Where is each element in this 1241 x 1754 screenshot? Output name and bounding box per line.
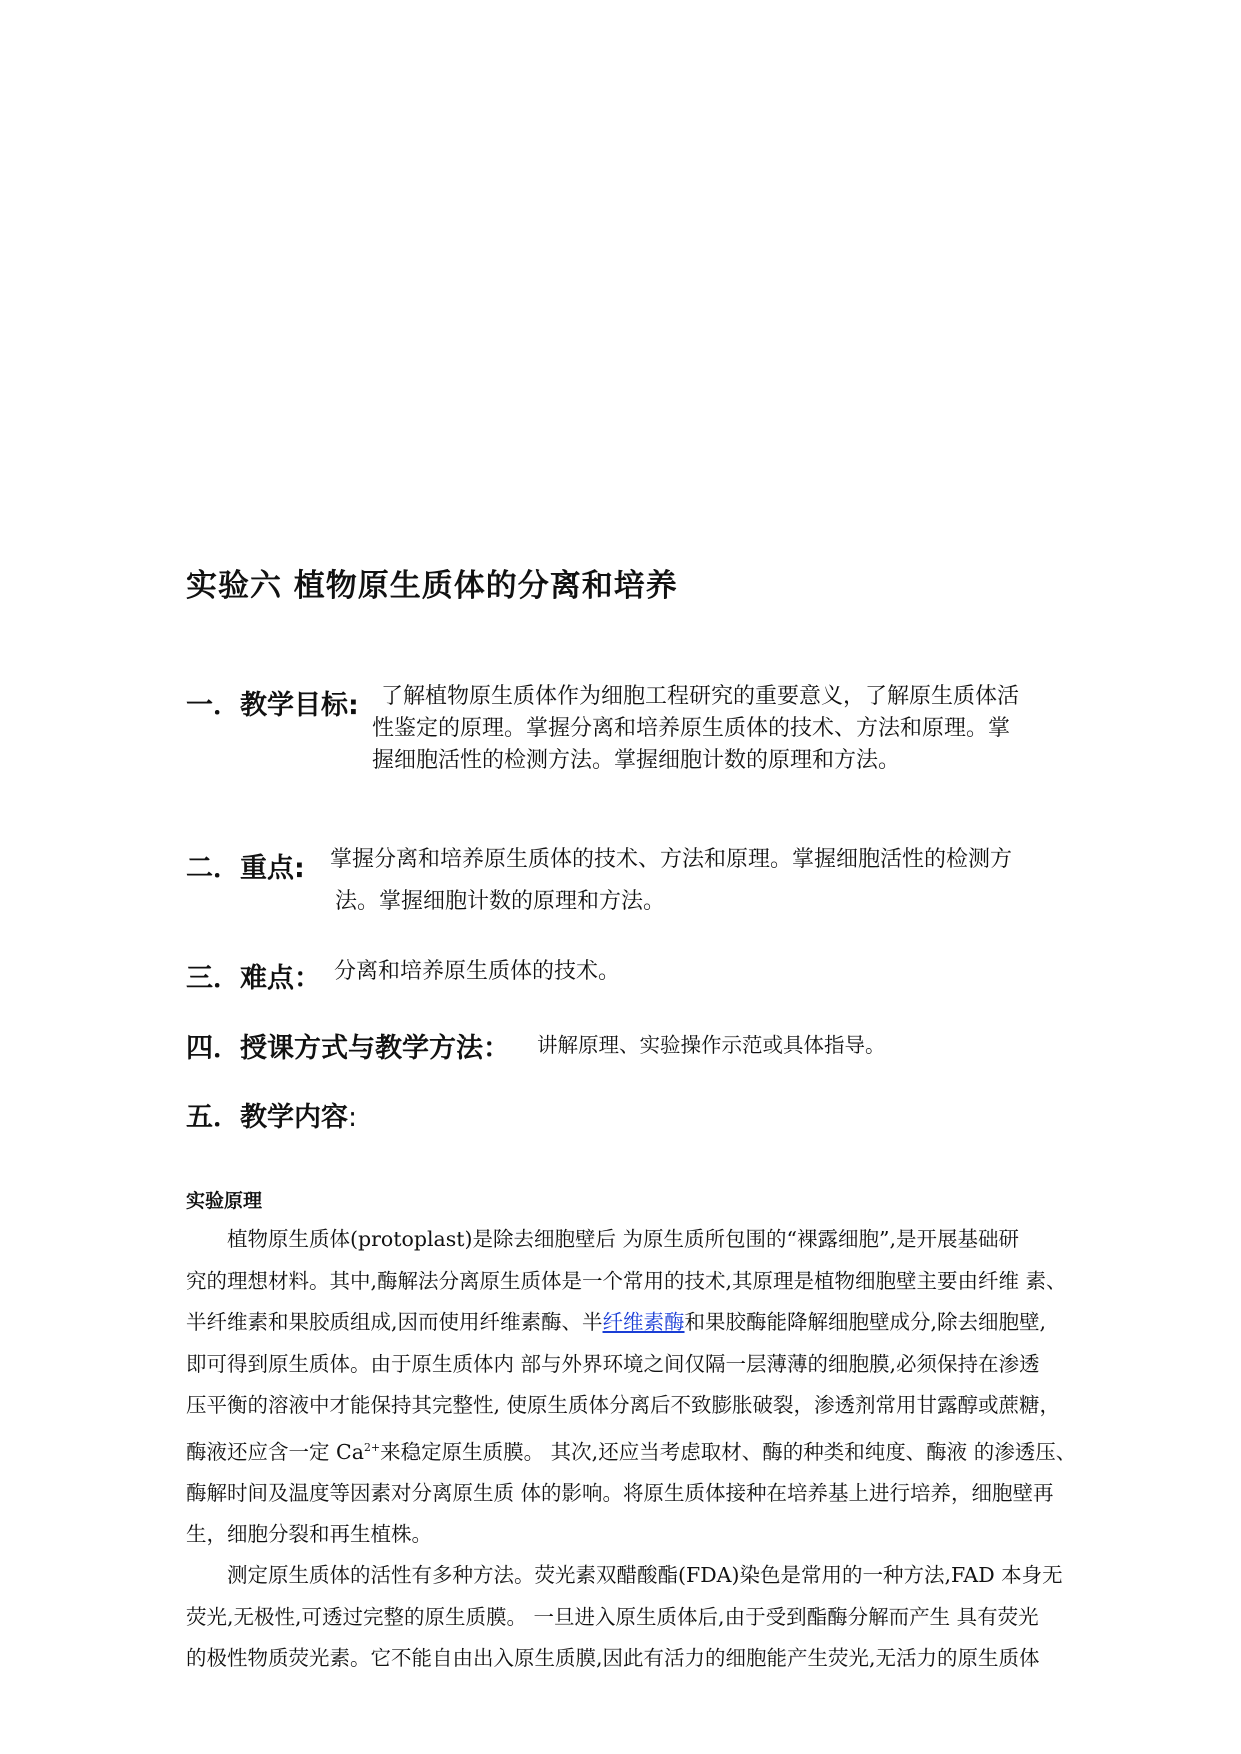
section-1-line-3: 握细胞活性的检测方法。掌握细胞计数的原理和方法。 bbox=[372, 748, 901, 773]
p1-line: 生，细胞分裂和再生植株。 bbox=[186, 1522, 432, 1547]
section-5-heading bbox=[186, 1095, 357, 1134]
p2-line: 测定原生质体的活性有多种方法。荧光素双醋酸酯(FDA)染色是常用的一种方法,FAD 本身无 bbox=[186, 1563, 1063, 1587]
principle-heading: 实验原理 bbox=[186, 1190, 263, 1212]
p1-line: 酶解时间及温度等因素对分离原生质 体的影响。将原生质体接种在培养基上进行培养，细胞壁再 bbox=[186, 1480, 1054, 1505]
p1-line-with-superscript bbox=[186, 1427, 1116, 1473]
p1-line3-text-b: 和果胶酶能降解细胞壁成分,除去细胞壁, bbox=[684, 1310, 1047, 1334]
p1-line3-text-a: 半纤维素和果胶质组成,因而使用纤维素酶、半 bbox=[186, 1310, 603, 1334]
ca-charge-superscript: 2+ bbox=[363, 1440, 381, 1454]
section-5-label: 五．教学内容 bbox=[186, 1102, 348, 1133]
hemicellulase-link[interactable]: 纤维素酶 bbox=[602, 1310, 685, 1334]
section-4-line-1: 讲解原理、实验操作示范或具体指导。 bbox=[537, 1033, 886, 1057]
p1-line: 压平衡的溶液中才能保持其完整性, 使原生质体分离后不致膨胀破裂，渗透剂常用甘露醇或蔗糖， bbox=[186, 1393, 1061, 1417]
section-3-heading: 三．难点： bbox=[186, 963, 321, 994]
section-1-heading: 一．教学目标: bbox=[186, 690, 359, 721]
p2-line: 荧光,无极性,可透过完整的原生质膜。 一旦进入原生质体后,由于受到酯酶分解而产生 具有荧光 bbox=[186, 1604, 1039, 1629]
section-2-line-2: 法。掌握细胞计数的原理和方法。 bbox=[335, 889, 666, 914]
p1-line6-text-a: 酶液还应含一定 Ca bbox=[186, 1439, 364, 1464]
section-1-line-2: 性鉴定的原理。掌握分离和培养原生质体的技术、方法和原理。掌 bbox=[372, 716, 1011, 741]
document-title: 实验六 植物原生质体的分离和培养 bbox=[186, 568, 678, 604]
section-1-line-1: 了解植物原生质体作为细胞工程研究的重要意义，了解原生质体活 bbox=[381, 684, 1020, 709]
p1-line6-text-b: 来稳定原生质膜。 其次,还应当考虑取材、酶的种类和纯度、酶液 的渗透压、 bbox=[380, 1439, 1077, 1464]
section-2-line-1: 掌握分离和培养原生质体的技术、方法和原理。掌握细胞活性的检测方 bbox=[330, 847, 1013, 872]
p1-line: 究的理想材料。其中,酶解法分离原生质体是一个常用的技术,其原理是植物细胞壁主要由纤维 素、 bbox=[186, 1268, 1067, 1293]
section-2-heading: 二．重点: bbox=[186, 853, 305, 884]
principle-paragraph-2 bbox=[186, 1555, 1116, 1680]
p2-line: 的极性物质荧光素。它不能自由出入原生质膜,因此有活力的细胞能产生荧光,无活力的原生质体 bbox=[186, 1646, 1040, 1670]
section-3-line-1: 分离和培养原生质体的技术。 bbox=[334, 959, 621, 984]
principle-paragraph-1 bbox=[186, 1219, 1116, 1556]
section-5-colon: : bbox=[348, 1102, 358, 1133]
section-4-heading: 四．授课方式与教学方法： bbox=[186, 1033, 510, 1064]
p1-line: 即可得到原生质体。由于原生质体内 部与外界环境之间仅隔一层薄薄的细胞膜,必须保持在渗透 bbox=[186, 1351, 1040, 1376]
p1-line-with-link bbox=[186, 1302, 1116, 1344]
p1-line: 植物原生质体(protoplast)是除去细胞壁后 为原生质所包围的“裸露细胞”,是开展基础研 bbox=[186, 1227, 1019, 1251]
